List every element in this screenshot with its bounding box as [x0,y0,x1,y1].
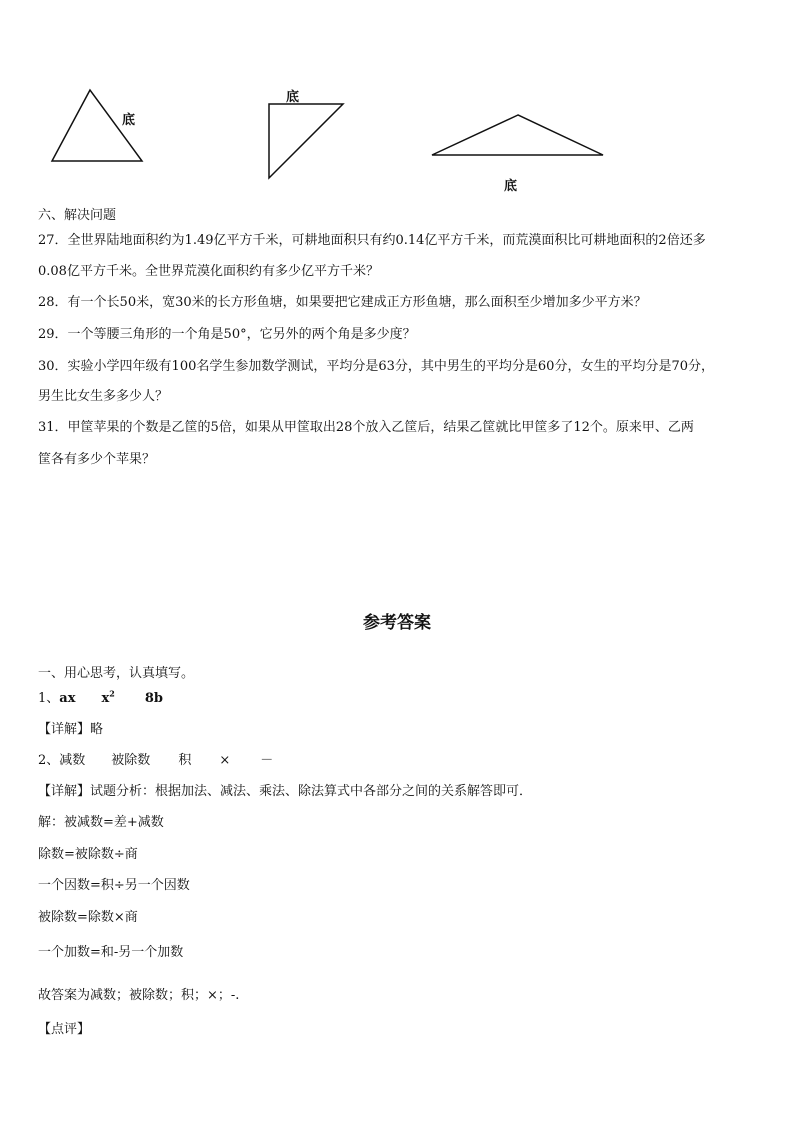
question-30-line-1: 30．实验小学四年级有100名学生参加数学测试，平均分是63分，其中男生的平均分是60分，女生的平均分是70分， [38,359,714,374]
answer-1-value-1: ax [59,691,76,706]
solution-line-5: 一个加数=和-另一个加数 [38,945,184,960]
answer-2-detail: 【详解】试题分析：根据加法、减法、乘法、除法算式中各部分之间的关系解答即可． [38,784,533,799]
comment-heading: 【点评】 [38,1022,91,1037]
answer-1-value-2 [101,688,115,706]
solution-line-2: 除数=被除数÷商 [38,847,138,862]
answer-2-value-5: － [260,753,274,768]
question-31-line-2: 筐各有多少个苹果？ [38,452,156,467]
answer-2-value-2: 被除数 [111,753,151,768]
triangle-2-shape [266,102,346,182]
answer-1-detail: 【详解】略 [38,722,104,737]
answer-2-value-4: × [219,753,231,768]
question-27-line-2: 0.08亿平方千米。全世界荒漠化面积约有多少亿平方千米？ [38,264,379,279]
answer-2-number: 2、 [38,753,60,768]
question-27-line-1: 27．全世界陆地面积约为1.49亿平方千米，可耕地面积只有约0.14亿平方千米，而荒漠面积比可耕地面积的2倍还多 [38,233,706,248]
answer-2-value-3: 积 [178,753,192,768]
solution-line-4: 被除数=除数×商 [38,910,138,925]
triangle-3-base-label: 底 [504,179,518,194]
question-28: 28．有一个长50米，宽30米的长方形鱼塘，如果要把它建成正方形鱼塘，那么面积至少增加多少平方米？ [38,295,647,310]
solution-line-3: 一个因数=积÷另一个因数 [38,878,190,893]
answer-1-value-2-exponent: 2 [109,688,115,699]
triangle-2-base-label: 底 [286,90,300,105]
answer-1-row [38,687,163,706]
answer-2-value-1: 减数 [59,753,86,768]
triangle-figure-3 [430,113,606,159]
answer-1-value-2-base: x [101,691,110,706]
answer-2-row [38,749,273,768]
answers-part-1-heading: 一、用心思考，认真填写。 [38,666,195,681]
triangle-figure-2 [266,102,346,182]
solution-final-answer: 故答案为减数；被除数；积；×；-. [38,988,240,1003]
question-30-line-2: 男生比女生多多少人？ [38,389,169,404]
answer-1-value-3: 8b [144,691,163,706]
answer-1-number: 1、 [38,691,60,706]
section-6-heading: 六、解决问题 [38,208,117,223]
question-29: 29．一个等腰三角形的一个角是50°，它另外的两个角是多少度？ [38,327,416,342]
answers-title: 参考答案 [363,613,431,633]
solution-line-1: 解：被减数=差+减数 [38,815,164,830]
question-31-line-1: 31．甲筐苹果的个数是乙筐的5倍，如果从甲筐取出28个放入乙筐后，结果乙筐就比甲筐多了12个。原来甲、乙两 [38,420,694,435]
triangle-3-shape [430,113,606,159]
triangle-1-base-label: 底 [122,113,136,128]
